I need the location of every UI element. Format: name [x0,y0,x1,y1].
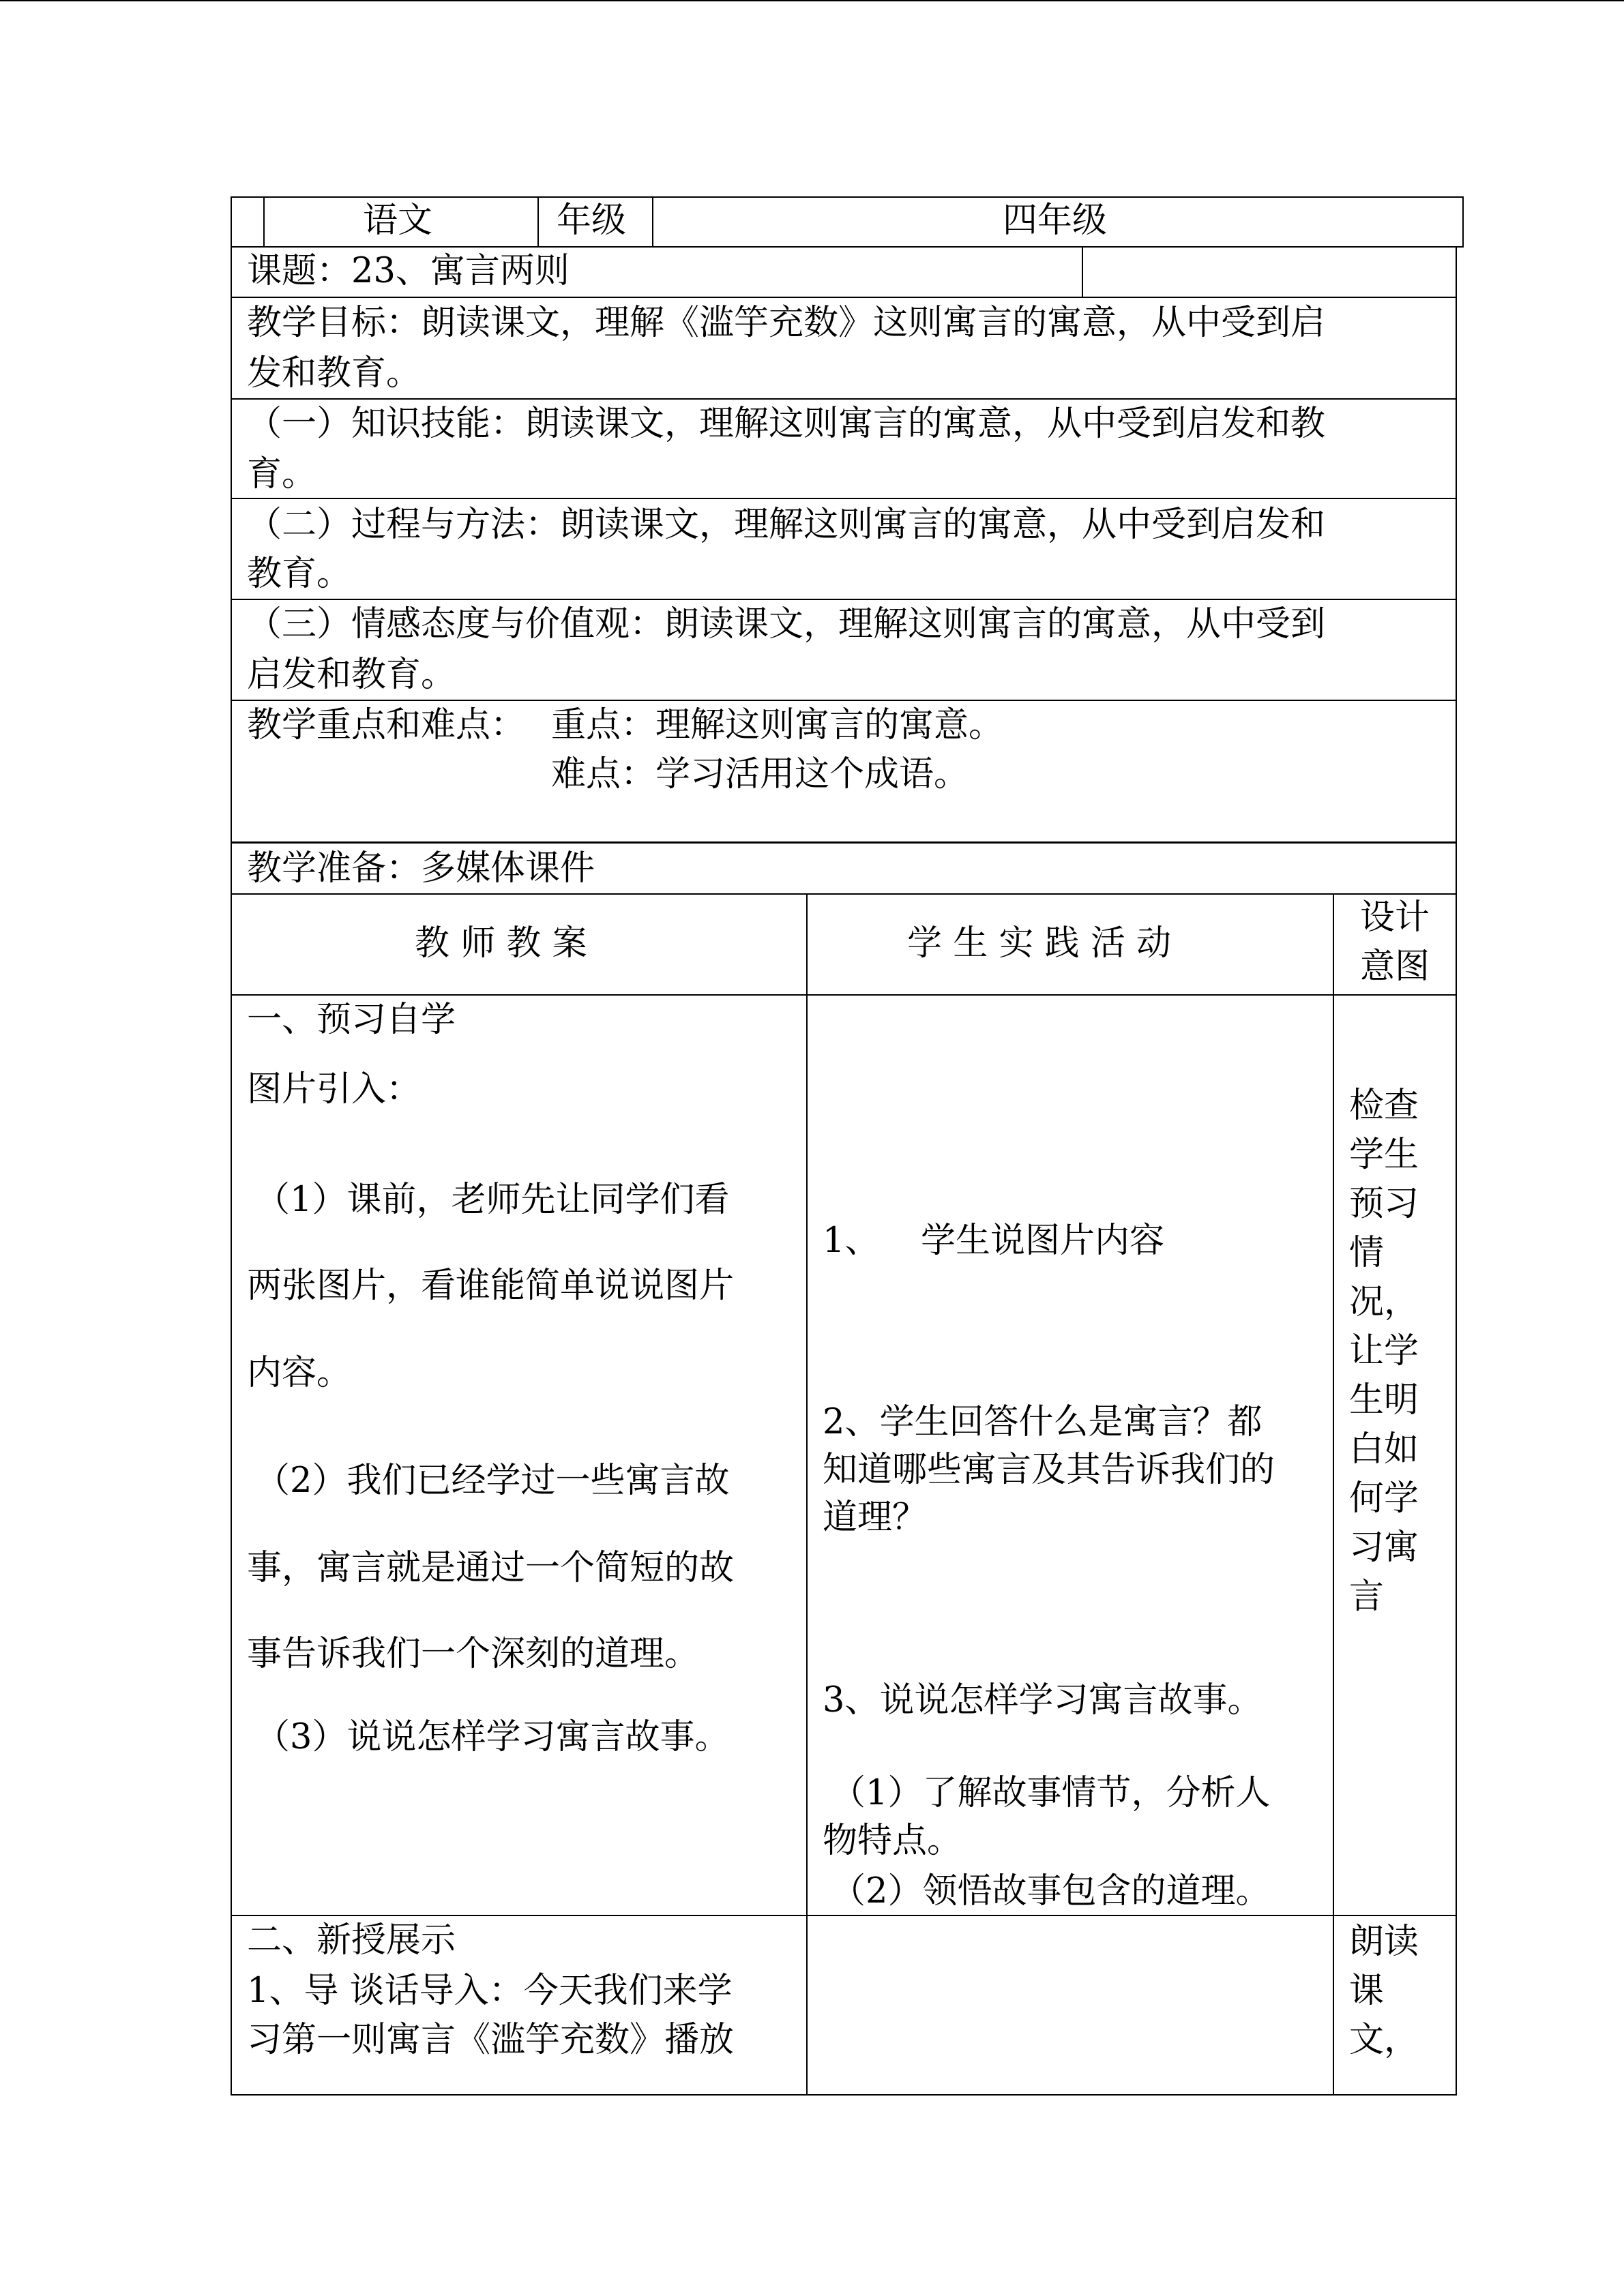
design-intent-line: 学生 [1349,1135,1419,1175]
design-intent-line: 情 [1349,1233,1385,1273]
rule [231,1915,1457,1916]
student-line: 知道哪些寓言及其告诉我们的 [823,1450,1275,1490]
student-line: 学生说图片内容 [921,1221,1165,1261]
teacher-line: （3）说说怎样学习寓言故事。 [255,1717,730,1757]
student-line: （1）了解故事情节，分析人 [831,1773,1271,1813]
preparation-cell: 教学准备：多媒体课件 [247,848,595,889]
teacher-line: 1、导 谈话导入：今天我们来学 [247,1971,733,2011]
design-intent-header-2: 意图 [1360,946,1430,987]
teacher-line: 两张图片，看谁能简单说说图片 [247,1266,735,1306]
teacher-line: 习第一则寓言《滥竽充数》播放 [247,2020,735,2060]
rule [231,893,1457,895]
rule [231,498,1457,499]
subject-cell: 语文 [363,200,433,241]
rule [231,599,1457,600]
teacher-line: 事，寓言就是通过一个简短的故 [247,1548,735,1588]
design-intent-line: 检查 [1349,1086,1419,1126]
rule [231,196,1464,198]
design-intent-line: 何学 [1349,1478,1419,1519]
rule [537,196,539,248]
rule [231,700,1457,701]
design-intent-line: 让学 [1349,1331,1419,1371]
design-intent-line: 习寓 [1349,1527,1419,1568]
design-intent-header-1: 设计 [1360,897,1430,938]
page-top-border [0,0,1624,1]
teacher-line: 内容。 [247,1353,352,1393]
rule [1462,196,1464,248]
teacher-line: （1）课前，老师先让同学们看 [255,1180,730,1220]
grade-value-cell: 四年级 [1003,200,1108,241]
student-activity-header: 学 生 实 践 活 动 [907,923,1172,964]
teacher-line: 一、预习自学 [247,1000,456,1040]
design-intent-line: 文， [1349,2020,1419,2060]
emotion-values-line-2: 启发和教育。 [247,655,456,695]
rule [263,196,265,248]
rule [231,246,1464,248]
rule [231,398,1457,400]
emotion-values-line-1: （三）情感态度与价值观：朗读课文，理解这则寓言的寓意，从中受到 [247,604,1326,644]
teacher-line: （2）我们已经学过一些寓言故 [255,1461,730,1501]
student-line: 2、学生回答什么是寓言？都 [823,1402,1263,1442]
student-line: 3、说说怎样学习寓言故事。 [823,1680,1263,1720]
process-method-line-1: （二）过程与方法：朗读课文，理解这则寓言的寓意，从中受到启发和 [247,505,1326,545]
key-point: 重点：理解这则寓言的寓意。 [551,705,1004,745]
rule [231,994,1457,996]
rule [652,196,653,248]
design-intent-line: 生明 [1349,1380,1419,1420]
difficult-point: 难点：学习活用这个成语。 [551,754,969,794]
teaching-goal-line-2: 发和教育。 [247,353,422,393]
rule [1082,246,1083,298]
design-intent-line: 况， [1349,1282,1419,1322]
design-intent-line: 朗读 [1349,1922,1419,1962]
design-intent-line: 言 [1349,1577,1385,1617]
teacher-line: 事告诉我们一个深刻的道理。 [247,1634,700,1674]
student-line: （2）领悟故事包含的道理。 [831,1871,1271,1911]
topic-cell: 课题：23、寓言两则 [247,251,570,291]
student-line: 物特点。 [823,1821,962,1861]
teacher-plan-header: 教 师 教 案 [415,923,587,964]
student-line: 道理？ [823,1497,928,1538]
teaching-goal-line-1: 教学目标：朗读课文，理解《滥竽充数》这则寓言的寓意，从中受到启 [247,303,1326,343]
student-item-number: 1、 [823,1221,880,1261]
grade-label-cell: 年级 [557,200,627,241]
rule [231,196,232,2096]
design-intent-line: 白如 [1349,1429,1419,1470]
process-method-line-2: 教育。 [247,554,352,594]
design-intent-line: 预习 [1349,1184,1419,1224]
rule [231,841,1457,844]
teacher-line: 图片引入： [247,1069,422,1109]
rule [231,2094,1457,2096]
knowledge-skill-line-1: （一）知识技能：朗读课文，理解这则寓言的寓意，从中受到启发和教 [247,404,1326,444]
rule [1456,246,1457,2096]
knowledge-skill-line-2: 育。 [247,454,317,494]
key-points-label: 教学重点和难点： [247,705,526,745]
design-intent-line: 课 [1349,1971,1385,2011]
teacher-line: 二、新授展示 [247,1920,456,1960]
rule [231,297,1457,298]
